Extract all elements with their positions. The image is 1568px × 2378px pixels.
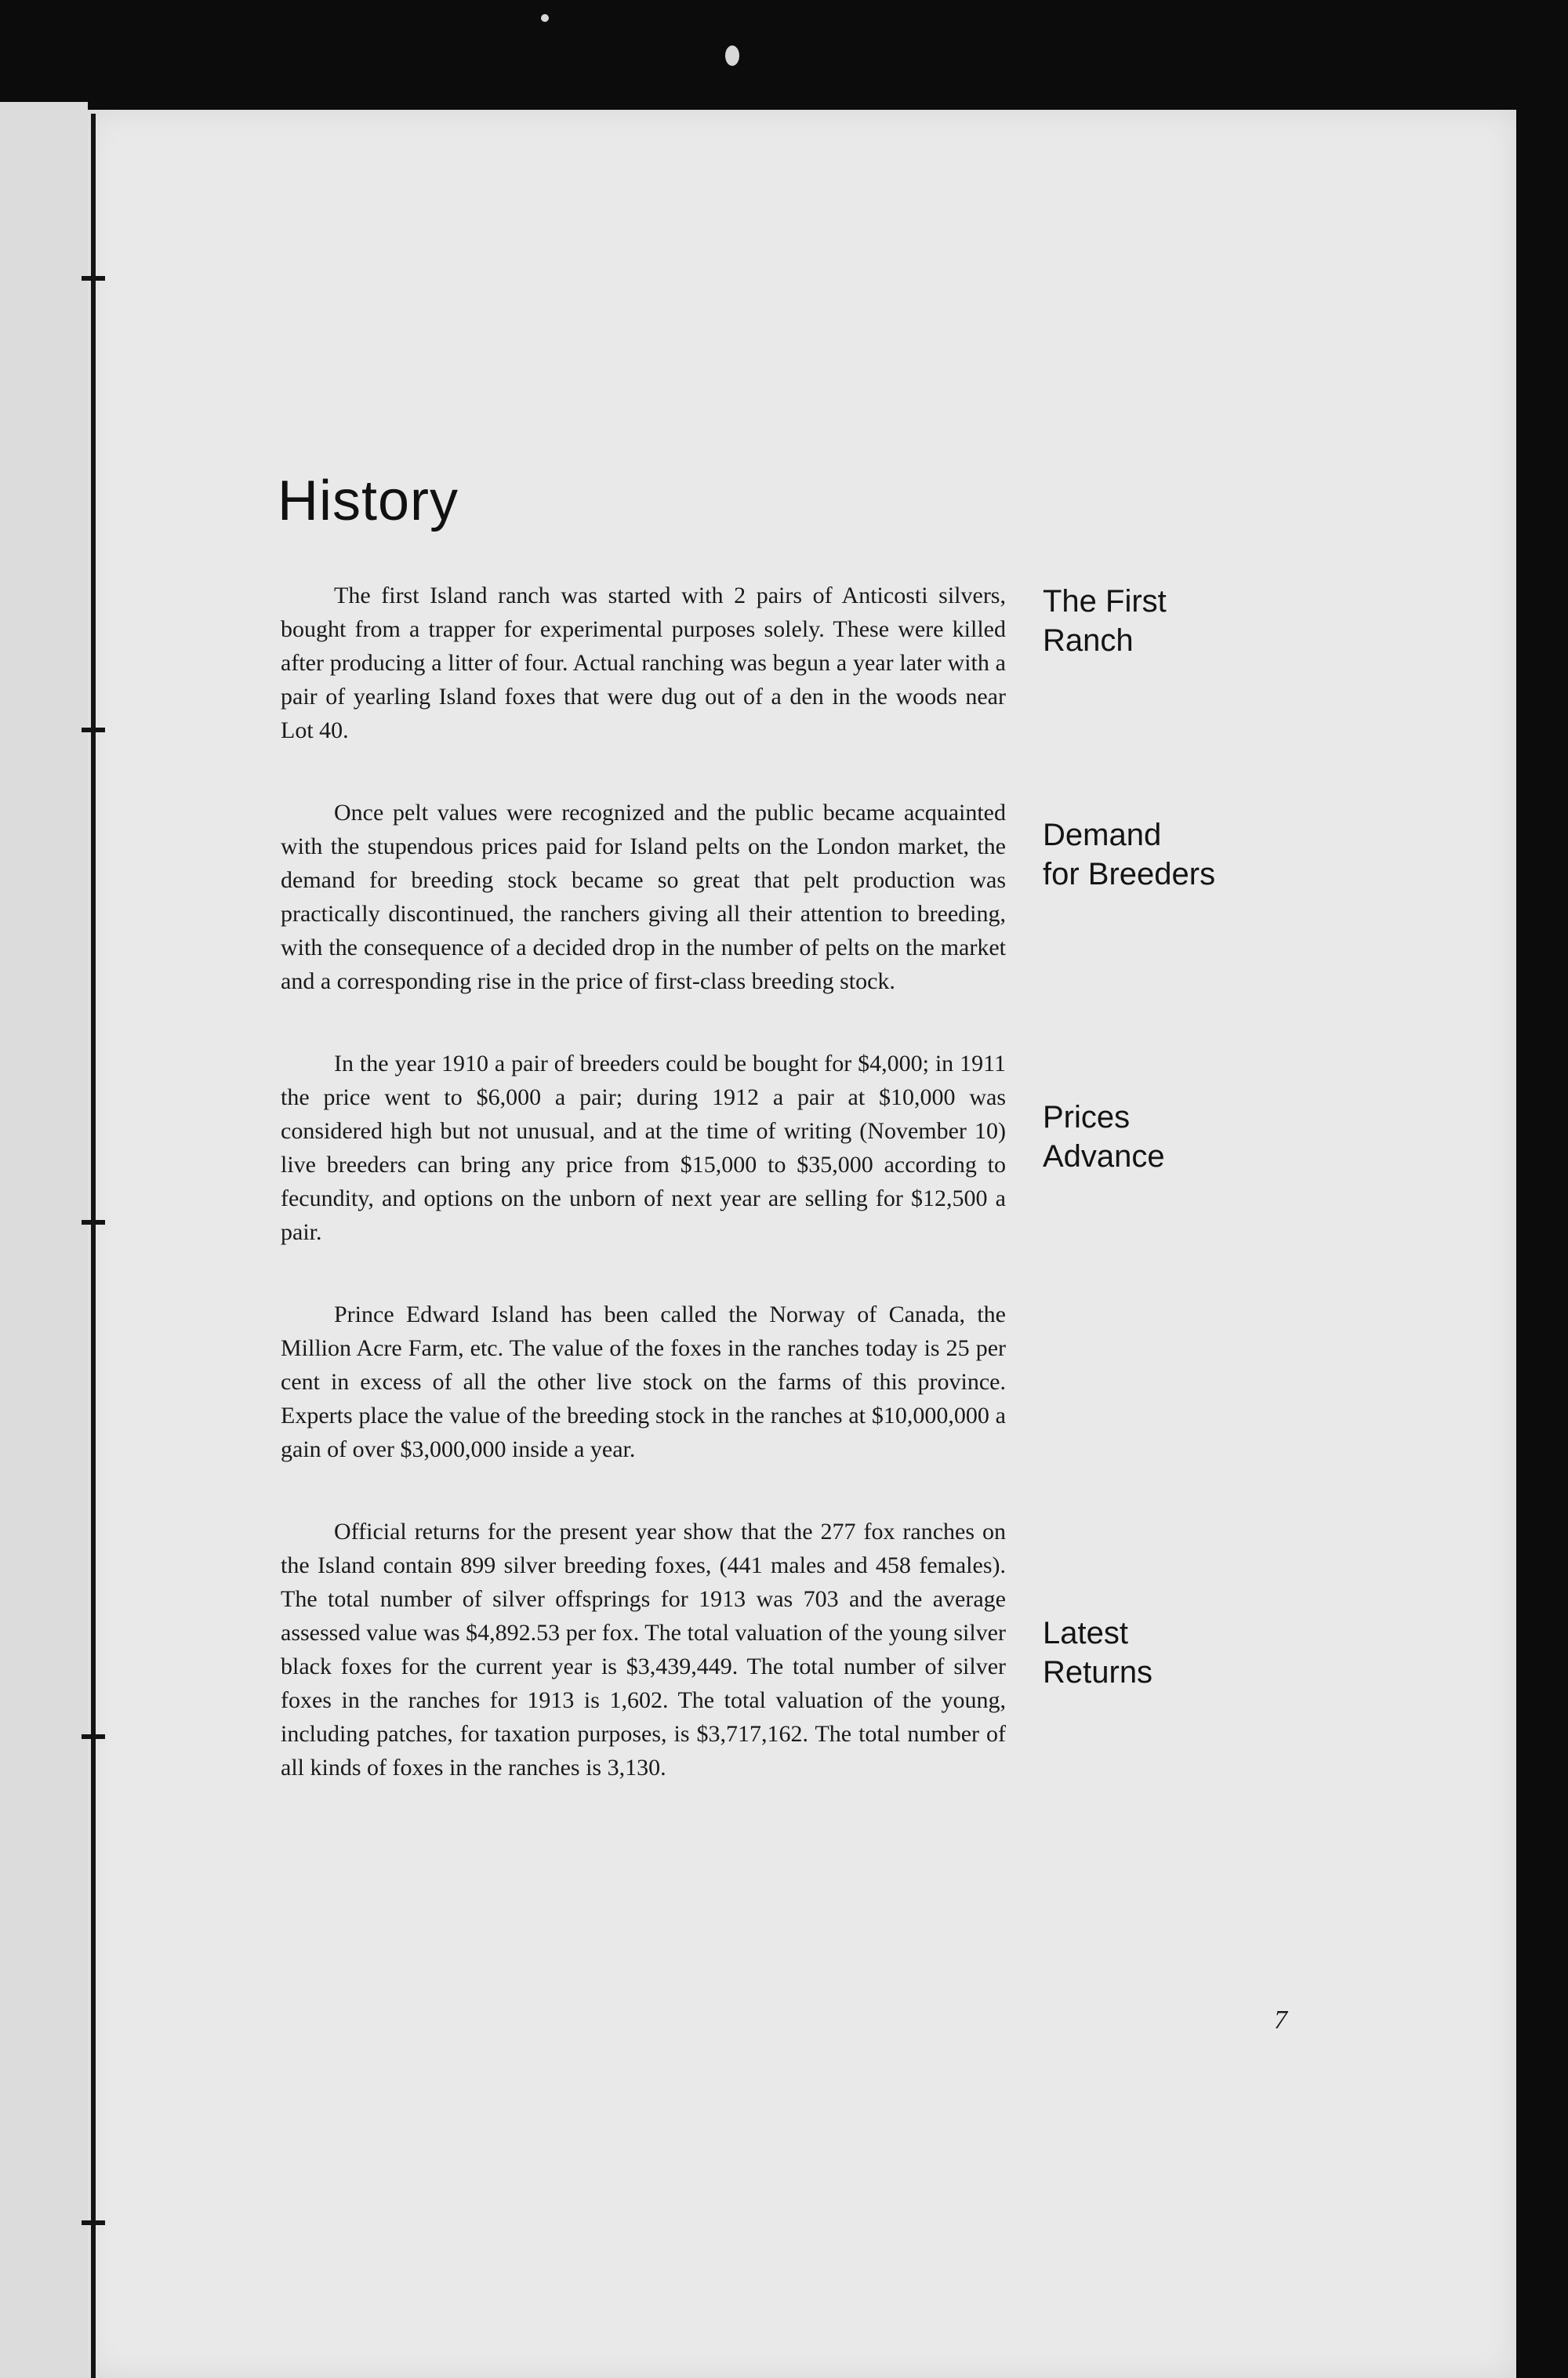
binding-edge (91, 114, 96, 2378)
page-number: 7 (1274, 2006, 1287, 2035)
binding-mark (82, 1734, 105, 1739)
scan-left-margin (0, 102, 88, 2378)
paragraph-demand-breeders: Once pelt values were recognized and the public became acquainted with the stupendous prices paid for Island pelts on the London market, the demand for breeding stock became so great that pelt production was practically discontinued, the ranchers giving all their attention to breeding, with the consequence of a decided drop in the number of pelts on the market and a corresponding rise in the price of first-class breeding stock. (281, 800, 1006, 994)
paragraph-first-ranch: The first Island ranch was started with 2 pairs of Anticosti silvers, bought from a trapper for experimental purposes solely. These were killed after producing a litter of four. Actual ranching was begun a year later with a pair of yearling Island foxes that were dug out of a den in the woods near Lot 40. (281, 583, 1006, 743)
binding-mark (82, 1220, 105, 1225)
binding-mark (82, 728, 105, 732)
scan-speck (725, 45, 739, 66)
sidenote-prices-advance: Prices Advance (1043, 1100, 1165, 1174)
paragraph-prices-advance: In the year 1910 a pair of breeders could be bought for $4,000; in 1911 the price went to $6,000 a pair; during 1912 a pair at $10,000 was considered high but not unusual, and at the time of writing (November 10) live breeders can bring any price from $15,000 to $35,000 according to fecundity, and options on the unborn of next year are selling for $12,500 a pair. (281, 1051, 1006, 1245)
sidenote-first-ranch: The First Ranch (1043, 584, 1167, 658)
paragraph-million-acre-farm: Prince Edward Island has been called the Norway of Canada, the Million Acre Farm, etc. The value of the foxes in the ranches today is 25 per cent in excess of all the other live stock on the farms of this province. Experts place the value of the breeding stock in the ranches at $10,000,000 a gain of over $3,000,000 inside a year. (281, 1302, 1006, 1462)
paragraph-latest-returns: Official returns for the present year show that the 277 fox ranches on the Island contain 899 silver breeding foxes, (441 males and 458 females). The total number of silver offsprings for 1913 was 703 and the average assessed value was $4,892.53 per fox. The total valuation of the young silver black foxes for the current year is $3,439,449. The total number of silver foxes in the ranches for 1913 is 1,602. The total valuation of the young, including patches, for taxation purposes, is $3,717,162. The total number of all kinds of foxes in the ranches is 3,130. (281, 1519, 1006, 1781)
sidenote-latest-returns: Latest Returns (1043, 1616, 1153, 1690)
binding-mark (82, 2220, 105, 2225)
binding-mark (82, 276, 105, 281)
page-title: History (278, 470, 459, 532)
body-text (281, 579, 1006, 1833)
sidenote-demand-breeders: Demand for Breeders (1043, 818, 1216, 891)
scan-speck (541, 14, 549, 22)
